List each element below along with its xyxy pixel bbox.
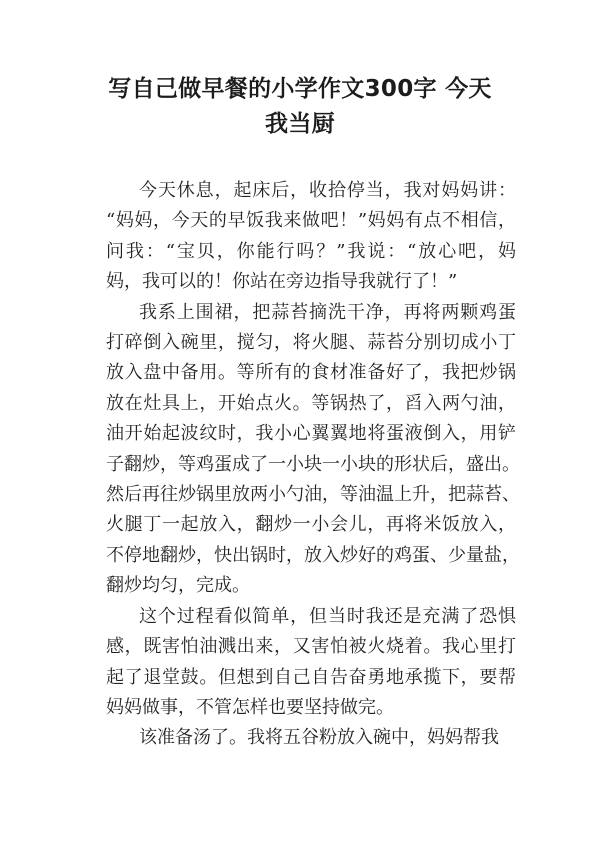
text-line: 不停地翻炒，快出锅时，放入炒好的鸡蛋、少量盐， — [106, 544, 520, 566]
paragraph — [106, 723, 516, 753]
title-line: 写自己做早餐的小学作文300字 今天 — [108, 76, 492, 102]
text-line: 放入盘中备用。等所有的食材准备好了，我把炒锅 — [106, 362, 516, 384]
paragraph — [106, 602, 516, 724]
text-line: 子翻炒，等鸡蛋成了一小块一小块的形状后，盛出。 — [106, 453, 520, 475]
text-line: 该准备汤了。我将五谷粉放入碗中，妈妈帮我 — [139, 727, 499, 749]
text-line: “妈妈，今天的早饭我来做吧！”妈妈有点不相信， — [106, 210, 516, 232]
text-line: 火腿丁一起放入，翻炒一小会儿，再将米饭放入， — [106, 514, 516, 536]
title-line: 我当厨 — [265, 111, 335, 137]
text-line: 妈妈做事，不管怎样也要坚持做完。 — [106, 696, 394, 718]
text-line: 今天休息，起床后，收拾停当，我对妈妈讲： — [139, 180, 516, 201]
text-line: 我系上围裙，把蒜苔摘洗干净，再将两颗鸡蛋 — [139, 301, 516, 323]
article-body — [106, 176, 520, 754]
text-line: 翻炒均匀，完成。 — [106, 575, 250, 597]
text-line: 打碎倒入碗里，搅匀，将火腿、蒜苔分别切成小丁 — [106, 332, 516, 354]
text-line: 感，既害怕油溅出来，又害怕被火烧着。我心里打 — [106, 636, 516, 658]
text-line: 这个过程看似简单，但当时我还是充满了恐惧 — [139, 605, 516, 627]
text-line: 起了退堂鼓。但想到自己自告奋勇地承揽下，要帮 — [106, 666, 516, 688]
text-line: 放在灶具上，开始点火。等锅热了，舀入两勺油， — [106, 392, 516, 414]
text-line: 然后再往炒锅里放两小勺油，等油温上升，把蒜苔、 — [106, 484, 520, 506]
text-line: 妈，我可以的！你站在旁边指导我就行了！” — [106, 271, 458, 293]
article-title — [60, 72, 540, 142]
paragraph — [106, 298, 520, 602]
paragraph — [106, 176, 516, 298]
text-line: 问我：“宝贝，你能行吗？”我说：“放心吧，妈 — [106, 240, 516, 262]
text-line: 油开始起波纹时，我小心翼翼地将蛋液倒入，用铲 — [106, 423, 516, 445]
